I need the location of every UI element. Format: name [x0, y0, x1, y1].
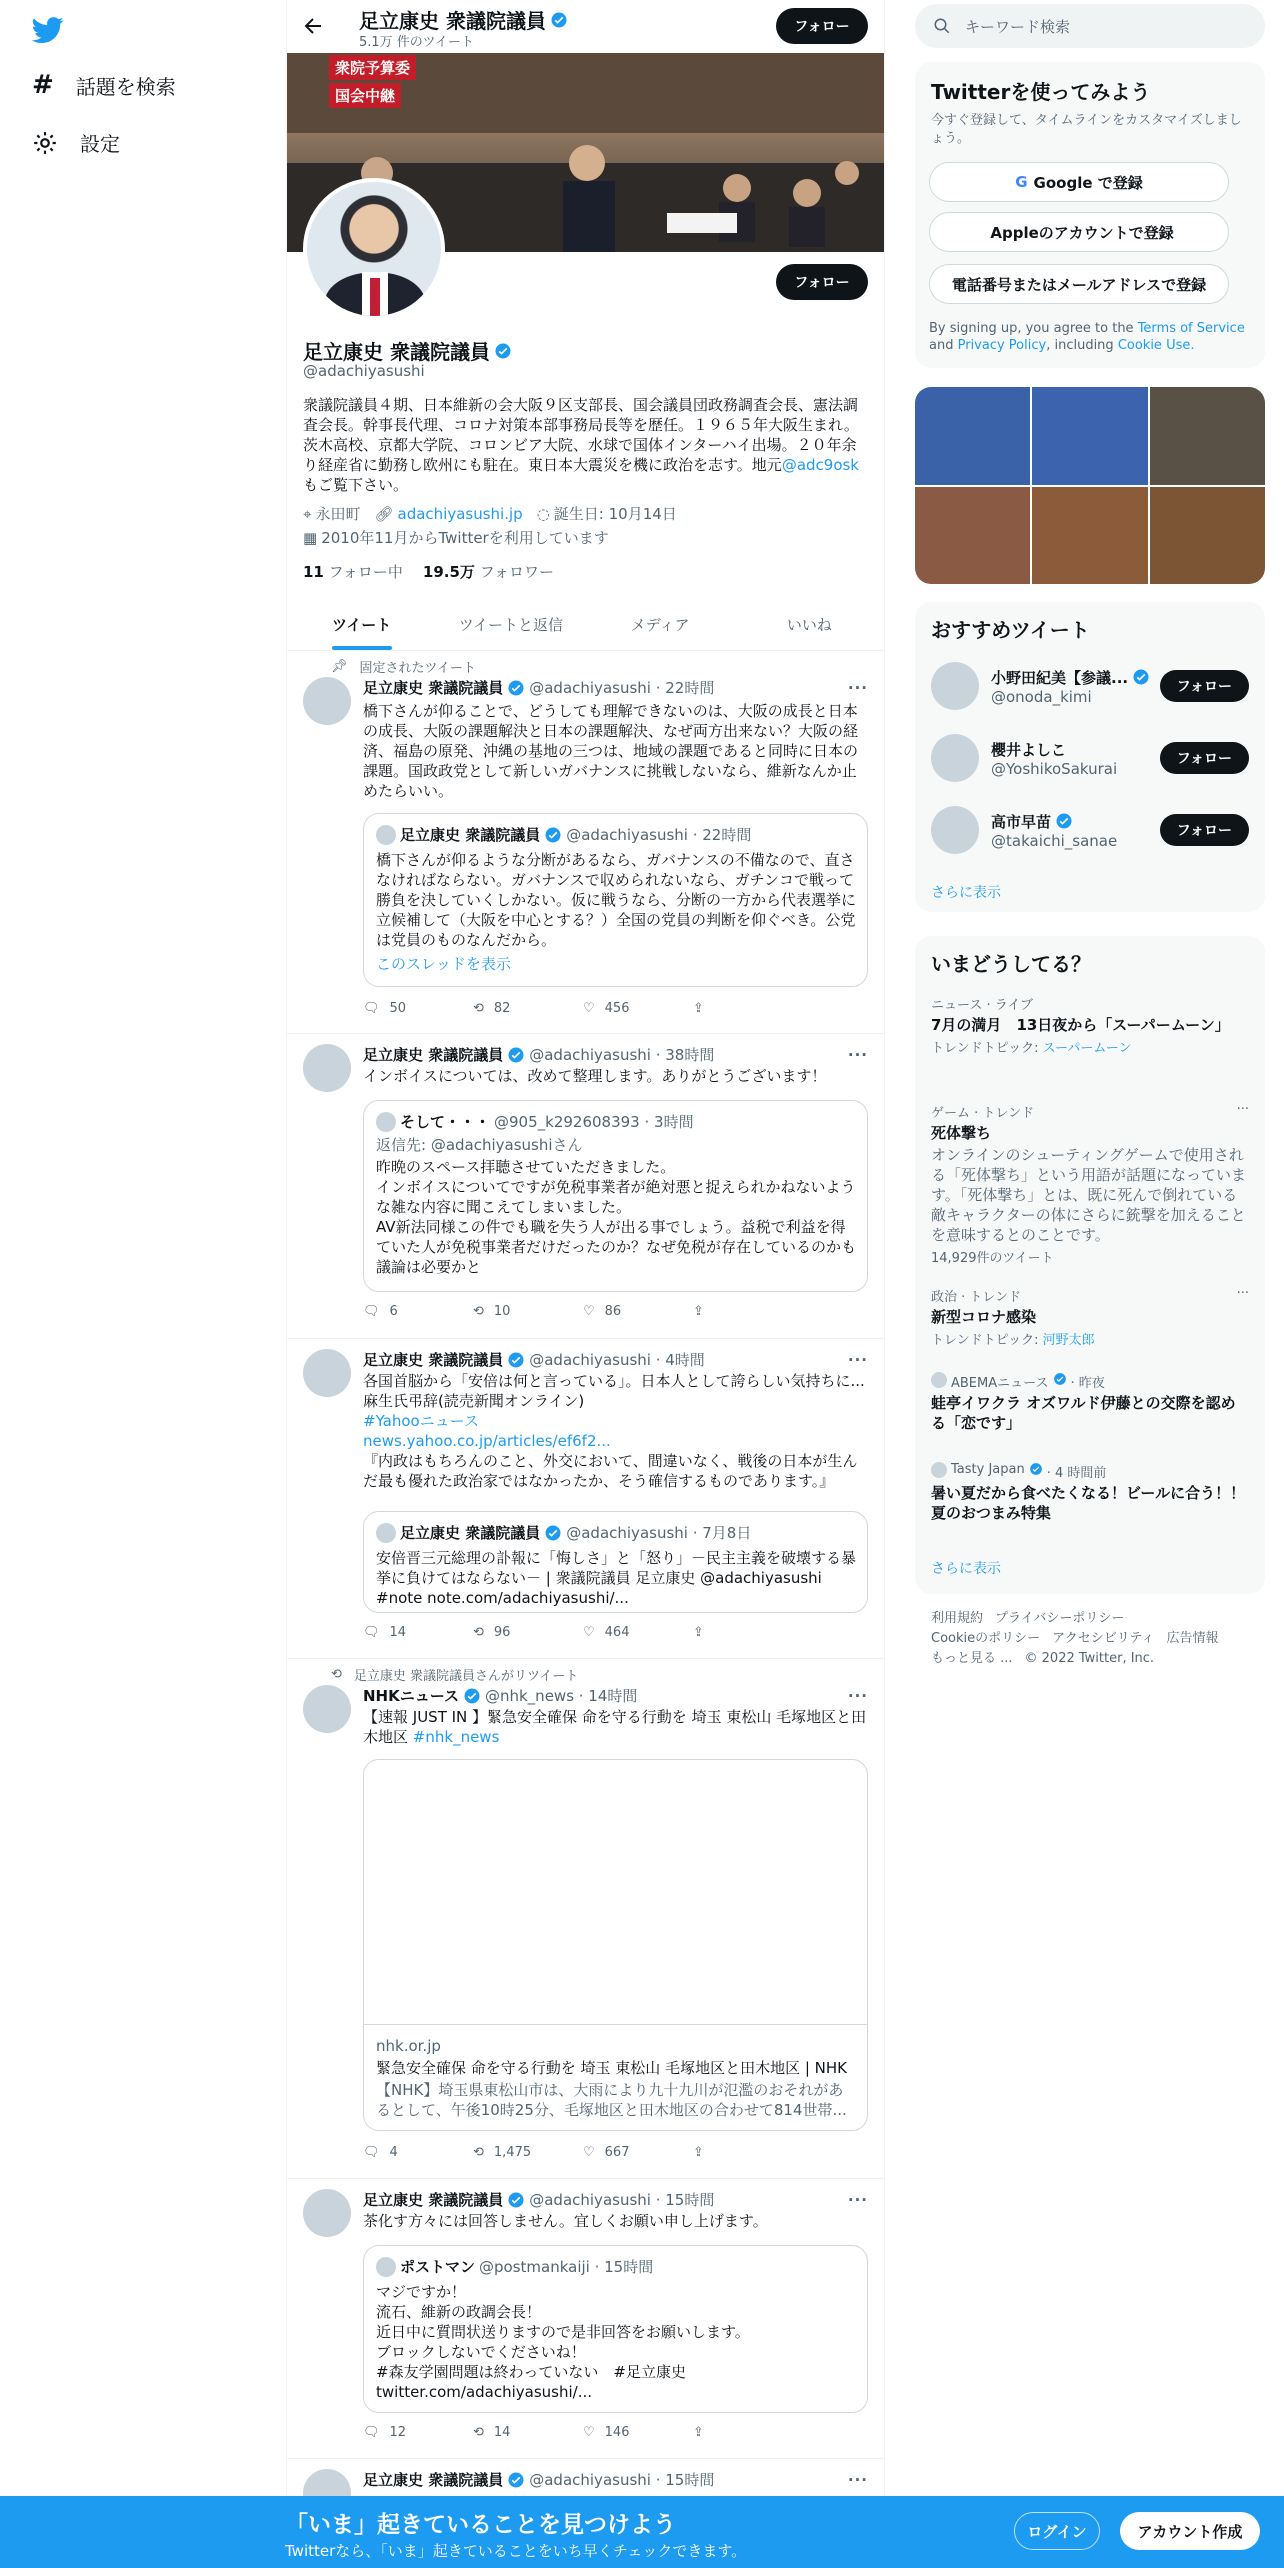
tweet-meta: @adachiyasushi · 15時間 — [529, 2191, 715, 2209]
google-signup-button[interactable]: G Google で登録 — [929, 162, 1229, 202]
reply-icon: 🗨︎ — [363, 1625, 380, 1640]
verified-badge-icon — [550, 11, 568, 29]
share-button[interactable] — [693, 2425, 793, 2440]
tweet-meta: @adachiyasushi · 22時間 — [529, 679, 715, 697]
link-card-domain: nhk.or.jp — [376, 2037, 441, 2055]
tweet-author-name[interactable]: 足立康史 衆議院議員 — [363, 1046, 504, 1064]
media-thumbnail[interactable] — [1150, 487, 1265, 585]
show-more-link[interactable]: さらに表示 — [931, 885, 1001, 901]
footer-link[interactable]: 広告情報 — [1166, 1631, 1219, 1646]
news-item[interactable]: Tasty Japan · 4 時間前 暑い夏だから食べたくなる！ビールに合う！！夏のおつまみ特集 — [931, 1462, 1246, 1522]
avatar[interactable] — [303, 2189, 351, 2237]
avatar — [931, 1372, 947, 1388]
tweet[interactable] — [287, 1659, 884, 2179]
share-icon: ⇪ — [693, 1304, 704, 1319]
tweet[interactable] — [287, 1339, 884, 1659]
reply-to: 返信先: @adachiyasushiさん — [376, 1136, 583, 1154]
profile-meta: ⌖ 永田町 🔗︎ adachiyasushi.jp ◌ 誕生日: 10月14日 ▦ 2010年11月からTwitterを利用しています — [303, 505, 677, 547]
avatar — [376, 1523, 396, 1543]
more-icon[interactable]: ··· — [1236, 1286, 1249, 1301]
avatar[interactable] — [303, 677, 351, 725]
share-button[interactable] — [693, 2145, 793, 2160]
calendar-icon: ▦ — [303, 529, 318, 547]
signup-button[interactable]: アカウント作成 — [1120, 2512, 1260, 2550]
share-icon: ⇪ — [693, 1625, 704, 1640]
like-button[interactable]: ♡ 667 — [583, 2145, 630, 2160]
tweet-author-name[interactable]: 足立康史 衆議院議員 — [363, 679, 504, 697]
hashtag-icon: # — [32, 70, 54, 100]
bottom-headline: 「いま」起きていることを見つけよう — [285, 2512, 676, 2538]
profile-bio: 衆議院議員４期、日本維新の会大阪９区支部長、国会議員団政務調査会長、憲法調査会長。幹事長代理、コロナ対策本部事務局長等を歴任。１９６５年大阪生まれ。茨木高校、京都大学院、コロンビア大院、水球で国体インターハイ出場。２０年余り経産省に勤務し欧州にも駐在。東日本大震災を機に政治を志す。地元@adc9osk もご覧下さい。 — [303, 396, 859, 494]
privacy-link[interactable]: Privacy Policy — [957, 338, 1047, 353]
tweet-actions — [363, 1304, 793, 1319]
link-icon: 🔗︎ — [374, 505, 394, 523]
google-icon: G — [1015, 173, 1028, 191]
tweet-author-name[interactable]: 足立康史 衆議院議員 — [363, 2191, 504, 2209]
quoted-text: 安倍晋三元総理の訃報に「悔しさ」と「怒り」－民主主義を破壊する暴挙に負けてはならない－ | 衆議院議員 足立康史 @adachiyasushi #note note.com/adachiyasushi/... — [376, 1549, 857, 1607]
url-link[interactable]: news.yahoo.co.jp/articles/ef6f2... — [363, 1432, 611, 1450]
header-tweet-count: 5.1万 件のツイート — [359, 35, 474, 50]
link-card[interactable] — [363, 1759, 868, 2131]
apple-signup-button[interactable]: Appleのアカウントで登録 — [929, 212, 1229, 252]
more-icon[interactable]: ··· — [847, 1686, 868, 1705]
verified-badge-icon — [507, 679, 525, 697]
heart-icon: ♡ — [583, 2425, 595, 2440]
verified-badge-icon — [1053, 1372, 1067, 1386]
pinned-context: 📌︎ 固定されたツイート — [331, 659, 476, 676]
like-button[interactable]: ♡ 456 — [583, 1001, 630, 1016]
avatar — [931, 806, 979, 854]
verified-badge-icon — [507, 1351, 525, 1369]
search-icon — [933, 17, 951, 35]
follow-button[interactable]: フォロー — [1160, 814, 1249, 846]
tweet-text: 茶化す方々には回答しません。宜しくお願い申し上げます。 — [363, 2212, 768, 2230]
pin-icon: 📌︎ — [331, 659, 348, 674]
quoted-text: 橋下さんが仰るような分断があるなら、ガバナンスの不備なので、直さなければならない。ガバナンスで収められないなら、ガチンコで戦って勝負を決していくしかない。仮に戦うなら、分断の一方から代表選挙に立候補して（大阪を中心とする？）全国の党員の判断を仰ぐべき。公党は党員のものなんだから。 — [376, 851, 857, 949]
reply-button[interactable]: 🗨︎ 12 — [363, 2425, 407, 2440]
tweet-text: インボイスについては、改めて整理します。ありがとうございます！ — [363, 1067, 827, 1085]
share-button[interactable] — [693, 1001, 793, 1016]
share-button[interactable] — [693, 1304, 793, 1319]
more-icon[interactable]: ··· — [847, 2190, 868, 2209]
reply-icon: 🗨︎ — [363, 1304, 380, 1319]
heart-icon: ♡ — [583, 2145, 595, 2160]
suggested-user[interactable]: 高市早苗 @takaichi_sanae フォロー — [931, 802, 1249, 858]
location-icon: ⌖ — [303, 505, 312, 523]
avatar[interactable] — [303, 1685, 351, 1733]
like-button[interactable]: ♡ 464 — [583, 1625, 630, 1640]
avatar — [376, 1112, 396, 1132]
reply-icon: 🗨︎ — [363, 2145, 380, 2160]
retweet-button[interactable]: ⟲ 82 — [473, 1001, 511, 1016]
share-icon: ⇪ — [693, 2145, 704, 2160]
profile-avatar[interactable] — [303, 178, 445, 320]
nav-explore-label: 話題を検索 — [75, 74, 176, 99]
quoted-tweet[interactable]: 足立康史 衆議院議員 @adachiyasushi · 7月8日 安倍晋三元総理の訃報に「悔しさ」と「怒り」－民主主義を破壊する暴挙に負けてはならない－ | 衆議院議員 足立康史 @adachiyasushi #note note.com/adachiyasushi/... — [363, 1511, 868, 1613]
profile-name: 足立康史 衆議院議員 — [303, 336, 512, 365]
tweet-author-name[interactable]: NHKニュース — [363, 1687, 459, 1705]
reply-button[interactable]: 🗨︎ 14 — [363, 1625, 407, 1640]
verified-badge-icon — [544, 1524, 562, 1542]
avatar[interactable] — [303, 1349, 351, 1397]
tweet-meta: @adachiyasushi · 15時間 — [529, 2471, 715, 2489]
more-icon[interactable]: ··· — [1236, 1102, 1249, 1117]
hashtag-link[interactable]: #nhk_news — [412, 1728, 500, 1746]
verified-badge-icon — [1132, 668, 1150, 686]
profile-website-link[interactable]: adachiyasushi.jp — [397, 505, 523, 523]
tweet-actions — [363, 2425, 793, 2440]
avatar — [931, 734, 979, 782]
heart-icon: ♡ — [583, 1625, 595, 1640]
phone-email-signup-button[interactable]: 電話番号またはメールアドレスで登録 — [929, 264, 1229, 304]
media-thumbnail[interactable] — [915, 487, 1030, 585]
avatar[interactable] — [303, 1044, 351, 1092]
retweet-button[interactable]: ⟲ 96 — [473, 1625, 511, 1640]
tweet-text: 橋下さんが仰ることで、どうしても理解できないのは、大阪の成長と日本の成長、大阪の課題解決と日本の課題解決、なぜ両方出来ない？大阪の経済、福島の原発、沖縄の基地の三つは、地域の課題であると同時に日本の課題。国政政党として新しいガバナンスに挑戦しないなら、維新なんか止めたらいい。 — [363, 702, 859, 800]
copyright: © 2022 Twitter, Inc. — [1024, 1651, 1155, 1666]
retweet-button[interactable]: ⟲ 10 — [473, 1304, 511, 1319]
more-icon[interactable]: ··· — [847, 1350, 868, 1369]
avatar — [931, 662, 979, 710]
profile-media-grid[interactable] — [915, 387, 1265, 584]
tweet-meta: @adachiyasushi · 4時間 — [529, 1351, 705, 1369]
avatar — [376, 2257, 396, 2277]
login-button[interactable]: ログイン — [1014, 2512, 1100, 2550]
follow-button[interactable]: フォロー — [1160, 670, 1249, 702]
verified-badge-icon — [544, 826, 562, 844]
quoted-text: マジですか！ 流石、維新の政調会長！ 近日中に質問状送りますので是非回答をお願いします。 ブロックしないでくださいね！ #森友学園問題は終わっていない #足立康史 twitter.com/adachiyasushi/... — [376, 2283, 750, 2401]
search-box[interactable] — [915, 4, 1265, 48]
twitter-logo-icon[interactable] — [32, 14, 64, 46]
avatar — [376, 825, 396, 845]
heart-icon: ♡ — [583, 1001, 595, 1016]
like-button[interactable]: ♡ 86 — [583, 1304, 622, 1319]
link-card-image — [364, 1760, 867, 2025]
profile-tabs — [287, 598, 884, 651]
show-thread-link[interactable]: このスレッドを表示 — [376, 955, 511, 973]
reply-button[interactable]: 🗨︎ 50 — [363, 1001, 407, 1016]
suggested-user[interactable]: 櫻井よしこ @YoshikoSakurai フォロー — [931, 730, 1249, 786]
tweet-meta: @nhk_news · 14時間 — [484, 1687, 638, 1705]
profile-header-bar — [287, 0, 884, 53]
tweet[interactable] — [287, 1034, 884, 1339]
bottom-subtext: Twitterなら、「いま」起きていることをいち早くチェックできます。 — [285, 2542, 747, 2560]
banner-label-broadcast: 国会中継 — [329, 83, 401, 108]
header-name: 足立康史 衆議院議員 — [359, 5, 568, 34]
footer-link[interactable]: 利用規約 — [931, 1611, 984, 1626]
tweet-text: 各国首脳から「安倍は何と言っている」。日本人として誇らしい気持ちに...麻生氏弔辞(読売新聞オンライン) #Yahooニュース news.yahoo.co.jp/articles/ef6f2... 『内政はもちろんのこと、外交において、間違いなく、戦後の日本が生んだ最も優れた政治家ではなかったか、そう確信するものであります。』 — [363, 1372, 865, 1490]
balloon-icon: ◌ — [536, 505, 550, 523]
media-thumbnail[interactable] — [1032, 487, 1147, 585]
link-card-title: 緊急安全確保 命を守る行動を 埼玉 東松山 毛塚地区と田木地区 | NHK — [376, 2059, 848, 2077]
signup-title: Twitterを使ってみよう — [931, 80, 1151, 104]
terms-link[interactable]: Terms of Service — [1137, 321, 1245, 336]
tweet-actions — [363, 2145, 793, 2160]
follow-button[interactable]: フォロー — [1160, 742, 1249, 774]
verified-badge-icon — [507, 2191, 525, 2209]
retweet-icon: ⟲ — [473, 2145, 484, 2160]
tweet[interactable] — [287, 2179, 884, 2459]
back-arrow-icon[interactable] — [301, 14, 325, 38]
signup-bottom-bar — [0, 2496, 1284, 2568]
tweet-actions — [363, 1625, 793, 1640]
avatar — [931, 1462, 947, 1478]
quoted-tweet[interactable]: そして・・・ @905_k292608393 · 3時間 返信先: @adachiyasushiさん 昨晩のスペース拝聴させていただきました。 インボイスについてですが免税事業者が絶対悪と捉えられかねないような雑な内容に聞こえてしまいました。 AV新法同様この件でも職を失う人が出る事でしょう。益税で利益を得ていた人が免税事業者だけだったのか？なぜ免税が存在しているのかも議論は必要かと — [363, 1100, 868, 1292]
quoted-tweet[interactable]: ポストマン @postmankaiji · 15時間 マジですか！ 流石、維新の政調会長！ 近日中に質問状送りますので是非回答をお願いします。 ブロックしないでくださいね！ #森友学園問題は終わっていない #足立康史 twitter.com/adachiyasushi/... — [363, 2245, 868, 2413]
following-link[interactable]: 11 フォロー中 — [303, 563, 403, 581]
retweet-icon: ⟲ — [473, 1001, 484, 1016]
retweet-icon: ⟲ — [473, 2425, 484, 2440]
footer-links — [931, 1609, 1251, 1669]
like-button[interactable]: ♡ 146 — [583, 2425, 630, 2440]
verified-badge-icon — [507, 1046, 525, 1064]
tweet-author-name[interactable]: 足立康史 衆議院議員 — [363, 1351, 504, 1369]
cookie-link[interactable]: Cookie Use. — [1117, 338, 1195, 353]
retweet-icon: ⟲ — [473, 1625, 484, 1640]
trends-title: いまどうしてる？ — [931, 952, 1091, 976]
media-thumbnail[interactable] — [1150, 387, 1265, 485]
tweet-author-name[interactable]: 足立康史 衆議院議員 — [363, 2471, 504, 2489]
more-icon[interactable]: ··· — [847, 1045, 868, 1064]
gear-icon — [32, 130, 58, 156]
suggested-user[interactable]: 小野田紀美【参議... @onoda_kimi フォロー — [931, 658, 1249, 714]
tweet-meta: @adachiyasushi · 38時間 — [529, 1046, 715, 1064]
tab-tweets-replies[interactable]: ツイートと返信 — [458, 615, 563, 634]
share-icon: ⇪ — [693, 1001, 704, 1016]
bio-mention-link[interactable]: @adc9osk — [781, 456, 859, 474]
more-icon[interactable]: ··· — [847, 2470, 868, 2489]
retweet-icon: ⟲ — [331, 1667, 342, 1682]
media-thumbnail[interactable] — [1032, 387, 1147, 485]
nav-explore[interactable] — [32, 70, 176, 100]
profile-follow-button[interactable]: フォロー — [776, 264, 868, 300]
retweet-context: ⟲ 足立康史 衆議院議員さんがリツイート — [331, 1667, 579, 1684]
retweet-button[interactable]: ⟲ 14 — [473, 2425, 511, 2440]
retweet-button[interactable]: ⟲ 1,475 — [473, 2145, 532, 2160]
reply-icon: 🗨︎ — [363, 1001, 380, 1016]
trend-item[interactable]: ゲーム · トレンド ··· 死体撃ち オンラインのシューティングゲームで使用される「死体撃ち」という用語が話題になっています。「死体撃ち」とは、既に死んで倒れている敵キャラクターの体にさらに銃撃を加えることを意味するとのことです。 14,929件のツイート — [931, 1102, 1249, 1266]
profile-handle: @adachiyasushi — [303, 362, 425, 380]
verified-badge-icon — [1055, 812, 1073, 830]
retweet-icon: ⟲ — [473, 1304, 484, 1319]
profile-stats — [303, 561, 554, 582]
more-icon[interactable]: ··· — [847, 678, 868, 697]
tweet-actions — [363, 1001, 793, 1016]
tweet[interactable] — [287, 651, 884, 1034]
share-icon: ⇪ — [693, 2425, 704, 2440]
reply-icon: 🗨︎ — [363, 2425, 380, 2440]
news-item[interactable]: ABEMAニュース · 昨夜 蛙亭イワクラ オズワルド伊藤との交際を認める「恋です」 — [931, 1372, 1249, 1433]
footer-link[interactable]: プライバシーポリシー — [995, 1611, 1125, 1626]
footer-link[interactable]: もっと見る ... — [931, 1651, 1013, 1666]
reply-button[interactable]: 🗨︎ 6 — [363, 1304, 398, 1319]
verified-badge-icon — [507, 2471, 525, 2489]
search-input[interactable]: キーワード検索 — [965, 17, 1071, 36]
show-more-link[interactable]: さらに表示 — [931, 1561, 1001, 1577]
share-button[interactable] — [693, 1625, 793, 1640]
reply-button[interactable]: 🗨︎ 4 — [363, 2145, 398, 2160]
trends-panel — [915, 936, 1265, 1594]
verified-badge-icon — [494, 342, 512, 360]
tweet-text: 【速報 JUST IN 】緊急安全確保 命を守る行動を 埼玉 東松山 毛塚地区と田木地区 #nhk_news — [363, 1708, 867, 1746]
suggested-panel — [915, 602, 1265, 912]
verified-badge-icon — [463, 1687, 481, 1705]
trend-item[interactable]: ニュース · ライブ 7月の満月 13日夜から「スーパームーン」 トレンドトピック: スーパームーン — [931, 998, 1230, 1056]
signup-terms: By signing up, you agree to the Terms of Service and Privacy Policy, including Cookie Use. — [929, 321, 1245, 353]
footer-link[interactable]: アクセシビリティ — [1052, 1631, 1155, 1646]
link-card-description: 【NHK】埼玉県東松山市は、大雨により九十九川が氾濫のおそれがあるとして、午後10時25分、毛塚地区と田木地区の合わせて814世帯... — [376, 2081, 847, 2119]
banner-label-budget: 衆院予算委 — [329, 55, 416, 80]
tab-likes[interactable]: いいね — [786, 615, 832, 634]
quoted-tweet[interactable]: 足立康史 衆議院議員 @adachiyasushi · 22時間 橋下さんが仰るような分断があるなら、ガバナンスの不備なので、直さなければならない。ガバナンスで収められないなら、ガチンコで戦って勝負を決していくしかない。仮に戦うなら、分断の一方から代表選挙に立候補して（大阪を中心とする？）全国の党員の判断を仰ぐべき。公党は党員のものなんだから。 このスレッドを表示 — [363, 813, 868, 987]
suggested-title: おすすめツイート — [931, 618, 1090, 642]
main-column — [286, 0, 885, 2568]
header-follow-button[interactable]: フォロー — [776, 8, 868, 44]
media-thumbnail[interactable] — [915, 387, 1030, 485]
tweet[interactable] — [287, 2459, 884, 2499]
tab-media[interactable]: メディア — [630, 615, 690, 634]
quoted-text: 昨晩のスペース拝聴させていただきました。 インボイスについてですが免税事業者が絶対悪と捉えられかねないような雑な内容に聞こえてしまいました。 AV新法同様この件でも職を失う人が出る事でしょう。益税で利益を得ていた人が免税事業者だけだったのか？なぜ免税が存在しているのかも議論は必要かと — [376, 1158, 857, 1276]
nav-settings-label: 設定 — [80, 132, 120, 156]
nav-settings[interactable] — [32, 128, 120, 157]
footer-link[interactable]: Cookieのポリシー — [931, 1631, 1041, 1646]
heart-icon: ♡ — [583, 1304, 595, 1319]
trend-item[interactable]: 政治 · トレンド ··· 新型コロナ感染 トレンドトピック: 河野太郎 — [931, 1286, 1249, 1348]
signup-panel — [915, 62, 1265, 368]
verified-badge-icon — [1029, 1462, 1043, 1476]
signup-subtitle: 今すぐ登録して、タイムラインをカスタマイズしましょう。 — [931, 113, 1242, 146]
hashtag-link[interactable]: #Yahooニュース — [363, 1412, 479, 1430]
followers-link[interactable]: 19.5万 フォロワー — [422, 563, 554, 581]
tab-tweets[interactable]: ツイート — [287, 598, 436, 650]
